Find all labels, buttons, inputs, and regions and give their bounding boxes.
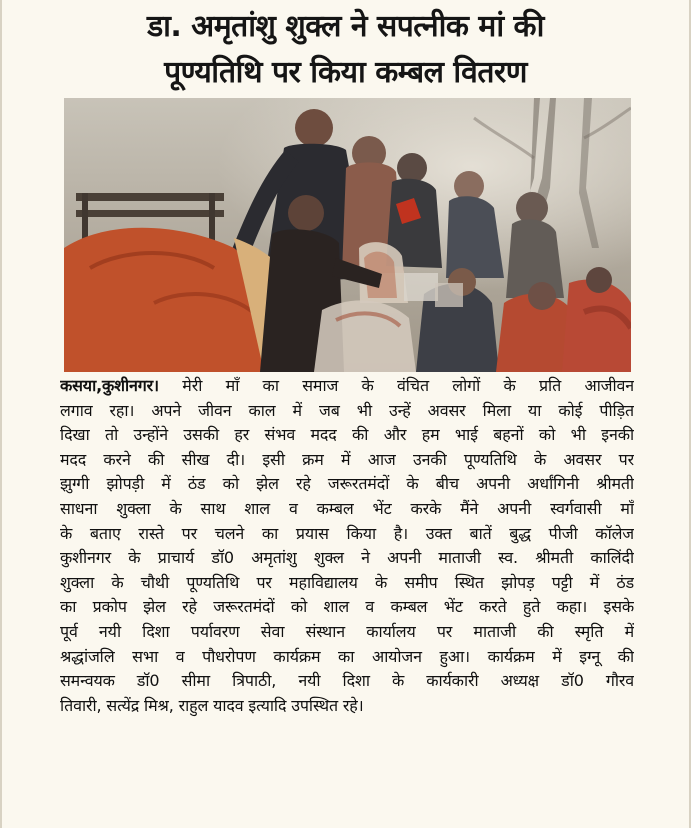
article-line-1	[60, 374, 634, 399]
article-line-1-text: मेरी माँ का समाज के वंचित लोगों के प्रति आजीवन	[158, 376, 634, 395]
article-line-7: के बताए रास्ते पर चलने का प्रयास किया है। उक्त बातें बुद्ध पीजी कॉलेज	[60, 523, 634, 543]
article-line-13: समन्वयक डॉ0 सीमा त्रिपाठी, नयी दिशा के कार्यकारी अध्यक्ष डॉ0 गौरव	[60, 671, 634, 691]
article-line-12: श्रद्धांजलि सभा व पौधरोपण कार्यक्रम का आयोजन हुआ। कार्यक्रम में इग्नू की	[60, 646, 634, 666]
article-body	[60, 374, 634, 718]
article-line-4: मदद करने की सीख दी। इसी क्रम में आज उनकी पूण्यतिथि के अवसर पर	[60, 449, 634, 469]
news-photo-illustration	[64, 98, 631, 372]
article-line-3: दिखा तो उन्होंने उसकी हर संभव मदद की और हम भाई बहनों को भी इनकी	[60, 425, 634, 445]
article-line-8: कुशीनगर के प्राचार्य डॉ0 अमृतांशु शुक्ल ने अपनी माताजी स्व. श्रीमती कालिंदी	[60, 548, 634, 568]
article-line-11: पूर्व नयी दिशा पर्यावरण सेवा संस्थान कार्यालय पर माताजी की स्मृति में	[60, 621, 634, 641]
article-line-10: का प्रकोप झेल रहे जरूरतमंदों को शाल व कम्बल भेंट करते हुते कहा। इसके	[60, 597, 634, 617]
article-line-5: झुग्गी झोपड़ी में ठंड को झेल रहे जरूरतमंदों के बीच अपनी अर्धांगिनी श्रीमती	[60, 474, 634, 494]
headline-line-2: पूण्यतिथि पर किया कम्बल वितरण	[164, 55, 527, 90]
dateline: कसया,कुशीनगर।	[60, 376, 159, 395]
headline-line-1: डा. अमृतांशु शुक्ल ने सपत्नीक मां की	[147, 9, 544, 44]
article-line-9: शुक्ला के चौथी पूण्यतिथि पर महाविद्यालय के समीप स्थित झोपड़ पट्टी में ठंड	[60, 572, 634, 592]
headline	[2, 0, 689, 96]
news-photo	[64, 98, 631, 372]
article-line-6: साधना शुक्ला के साथ शाल व कम्बल भेंट करके मैंने अपनी स्वर्गवासी माँ	[60, 498, 634, 518]
article-line-2: लगाव रहा। अपने जीवन काल में जब भी उन्हें अवसर मिला या कोई पीड़ित	[60, 400, 634, 420]
article-line-14: तिवारी, सत्येंद्र मिश्र, राहुल यादव इत्यादि उपस्थित रहे।	[60, 695, 364, 715]
